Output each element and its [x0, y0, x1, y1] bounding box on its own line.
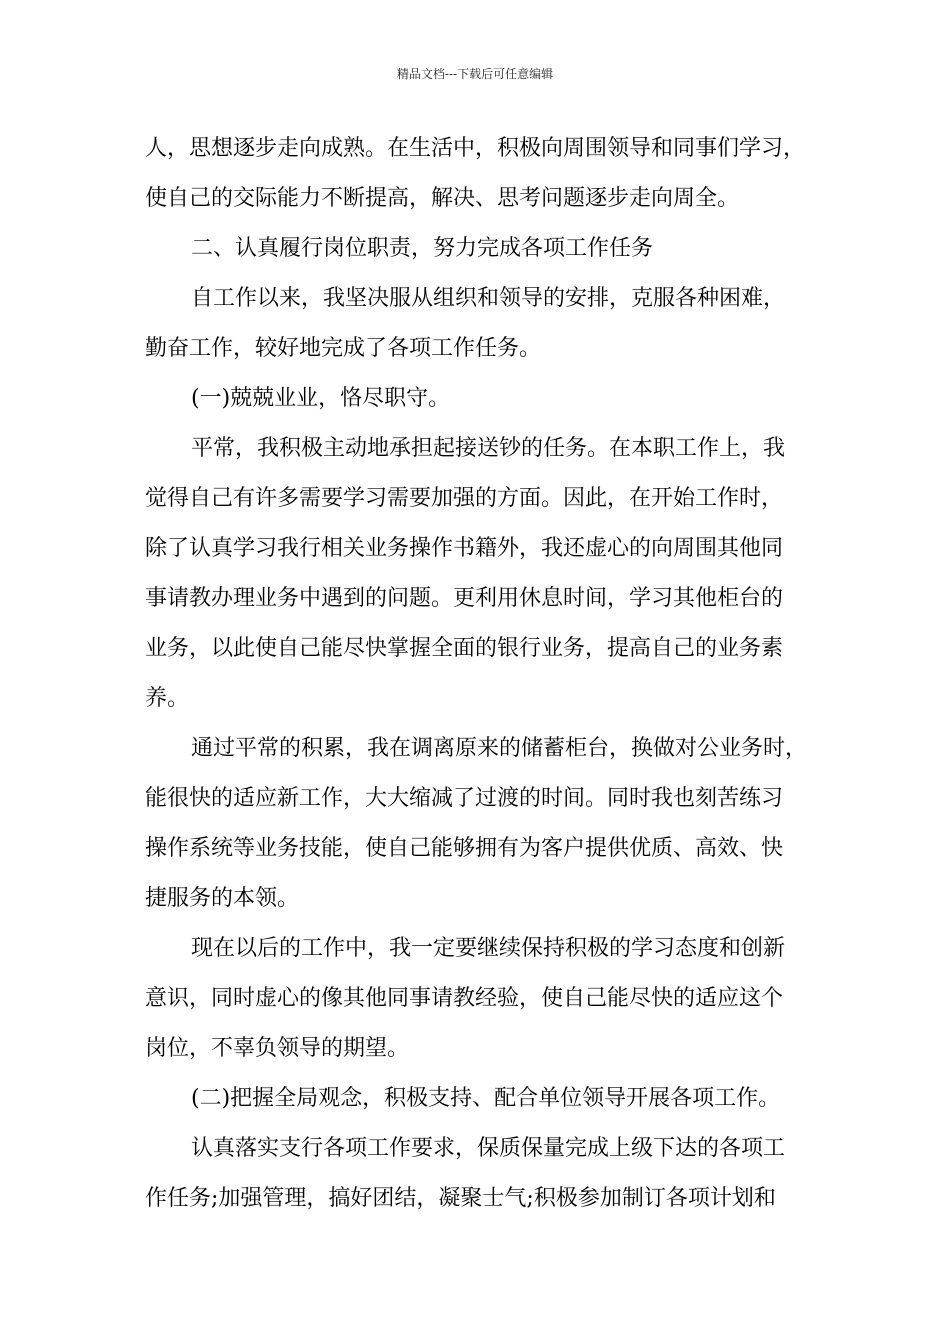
text-line: 勤奋工作，较好地完成了各项工作任务。	[145, 336, 542, 361]
subsection-heading: (一)兢兢业业，恪尽职守。	[191, 386, 451, 411]
text-line: 岗位，不辜负领导的期望。	[145, 1036, 410, 1061]
text-line: 人，思想逐步走向成熟。在生活中，积极向周围领导和同事们学习，	[145, 136, 806, 161]
document-body	[145, 124, 835, 1224]
text-line: 作任务;加强管理，搞好团结，凝聚士气;积极参加制订各项计划和	[145, 1186, 776, 1211]
text-line: 捷服务的本领。	[145, 886, 300, 911]
text-line: 养。	[145, 686, 190, 711]
page-header: 精品文档---下载后可任意编辑	[396, 67, 554, 81]
section-heading: 二、认真履行岗位职责，努力完成各项工作任务	[191, 236, 654, 261]
text-line: 操作系统等业务技能，使自己能够拥有为客户提供优质、高效、快	[145, 836, 784, 861]
text-line: 认真落实支行各项工作要求，保质保量完成上级下达的各项工	[191, 1136, 786, 1161]
text-line: 除了认真学习我行相关业务操作书籍外，我还虚心的向周围其他同	[145, 536, 784, 561]
text-line: 现在以后的工作中，我一定要继续保持积极的学习态度和创新	[191, 936, 786, 961]
text-line: 业务，以此使自己能尽快掌握全面的银行业务，提高自己的业务素	[145, 636, 784, 661]
text-line: 觉得自己有许多需要学习需要加强的方面。因此，在开始工作时，	[145, 486, 784, 511]
text-line: 自工作以来，我坚决服从组织和领导的安排，克服各种困难，	[191, 286, 786, 311]
text-line: 意识，同时虚心的像其他同事请教经验，使自己能尽快的适应这个	[145, 986, 784, 1011]
text-line: 使自己的交际能力不断提高，解决、思考问题逐步走向周全。	[145, 186, 740, 211]
subsection-heading: (二)把握全局观念，积极支持、配合单位领导开展各项工作。	[191, 1086, 781, 1111]
text-line: 平常，我积极主动地承担起接送钞的任务。在本职工作上，我	[191, 436, 786, 461]
text-line: 能很快的适应新工作，大大缩减了过渡的时间。同时我也刻苦练习	[145, 786, 784, 811]
text-line: 事请教办理业务中遇到的问题。更利用休息时间，学习其他柜台的	[145, 586, 784, 611]
text-line: 通过平常的积累，我在调离原来的储蓄柜台，换做对公业务时，	[191, 736, 808, 761]
